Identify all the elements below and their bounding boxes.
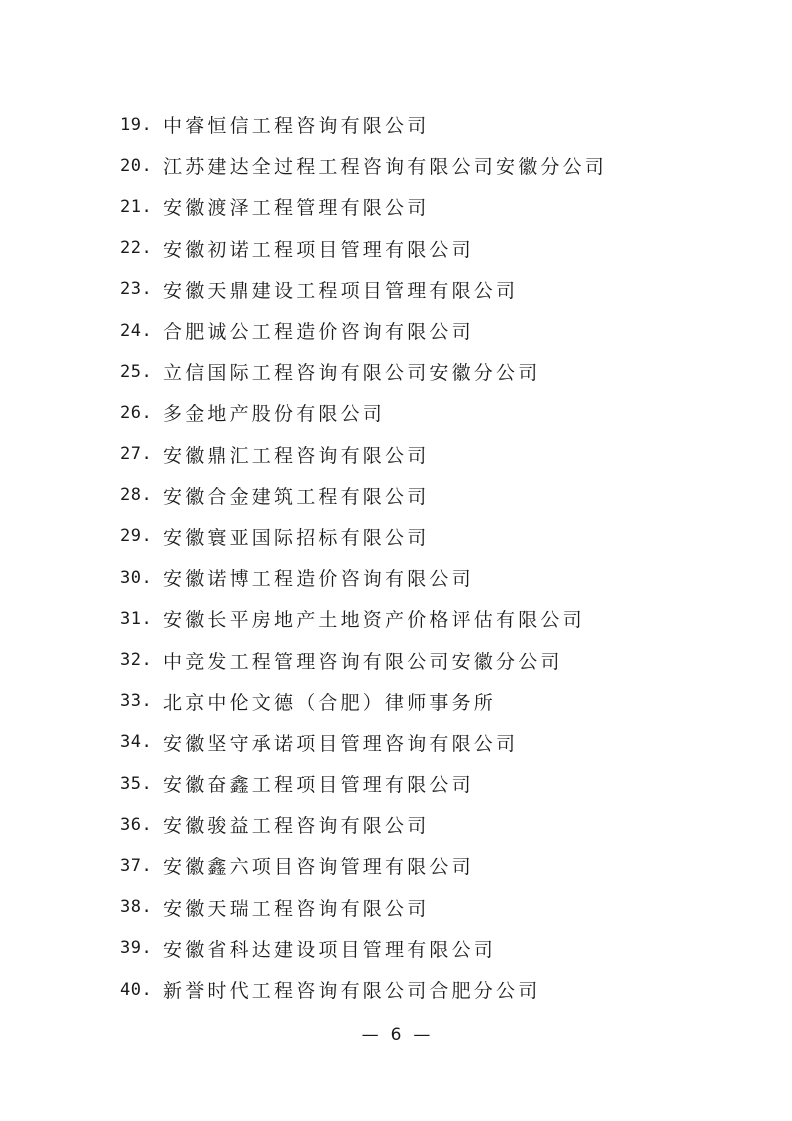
list-item xyxy=(120,928,607,969)
item-number: 27. xyxy=(120,444,153,465)
item-number: 39. xyxy=(120,938,153,959)
item-number: 25. xyxy=(120,361,153,382)
company-name: 立信国际工程咨询有限公司安徽分公司 xyxy=(163,362,541,385)
company-name: 多金地产股份有限公司 xyxy=(163,403,386,426)
company-name: 安徽鼎汇工程咨询有限公司 xyxy=(163,444,430,467)
item-number: 36. xyxy=(120,814,153,835)
list-item xyxy=(120,145,607,186)
item-number: 32. xyxy=(120,650,153,671)
item-number: 34. xyxy=(120,732,153,753)
company-name: 安徽天鼎建设工程项目管理有限公司 xyxy=(163,279,519,302)
item-number: 37. xyxy=(120,855,153,876)
list-item xyxy=(120,804,607,845)
list-item xyxy=(120,557,607,598)
company-list xyxy=(120,104,607,1010)
footer-dash-right: — xyxy=(413,1025,431,1045)
company-name: 安徽寰亚国际招标有限公司 xyxy=(163,526,430,549)
item-number: 30. xyxy=(120,567,153,588)
footer-dash-left: — xyxy=(361,1025,379,1045)
item-number: 28. xyxy=(120,485,153,506)
company-name: 安徽渡泽工程管理有限公司 xyxy=(163,197,430,220)
company-name: 合肥诚公工程造价咨询有限公司 xyxy=(163,321,474,344)
company-name: 安徽长平房地产土地资产价格评估有限公司 xyxy=(163,609,585,632)
company-name: 安徽鑫六项目咨询管理有限公司 xyxy=(163,856,474,879)
list-item xyxy=(120,763,607,804)
item-number: 38. xyxy=(120,897,153,918)
list-item xyxy=(120,598,607,639)
list-item xyxy=(120,969,607,1010)
item-number: 40. xyxy=(120,979,153,1000)
item-number: 35. xyxy=(120,773,153,794)
company-name: 北京中伦文德（合肥）律师事务所 xyxy=(163,691,497,714)
company-name: 安徽坚守承诺项目管理咨询有限公司 xyxy=(163,732,519,755)
item-number: 31. xyxy=(120,608,153,629)
item-number: 29. xyxy=(120,526,153,547)
company-name: 安徽初诺工程项目管理有限公司 xyxy=(163,238,474,261)
list-item xyxy=(120,639,607,680)
list-item xyxy=(120,475,607,516)
item-number: 20. xyxy=(120,155,153,176)
list-item xyxy=(120,310,607,351)
item-number: 33. xyxy=(120,691,153,712)
list-item xyxy=(120,516,607,557)
list-item xyxy=(120,681,607,722)
company-name: 安徽奋鑫工程项目管理有限公司 xyxy=(163,774,474,797)
page-number: 6 xyxy=(390,1025,402,1045)
list-item xyxy=(120,434,607,475)
company-name: 安徽骏益工程咨询有限公司 xyxy=(163,815,430,838)
item-number: 23. xyxy=(120,279,153,300)
page-footer xyxy=(0,1025,792,1045)
company-name: 中睿恒信工程咨询有限公司 xyxy=(163,115,430,138)
company-name: 新誉时代工程咨询有限公司合肥分公司 xyxy=(163,980,541,1003)
list-item xyxy=(120,104,607,145)
item-number: 24. xyxy=(120,320,153,341)
company-name: 江苏建达全过程工程咨询有限公司安徽分公司 xyxy=(163,156,608,179)
list-item xyxy=(120,186,607,227)
company-name: 安徽天瑞工程咨询有限公司 xyxy=(163,897,430,920)
company-name: 安徽诺博工程造价咨询有限公司 xyxy=(163,568,474,591)
list-item xyxy=(120,887,607,928)
company-name: 中竞发工程管理咨询有限公司安徽分公司 xyxy=(163,650,563,673)
item-number: 26. xyxy=(120,402,153,423)
item-number: 22. xyxy=(120,238,153,259)
company-name: 安徽省科达建设项目管理有限公司 xyxy=(163,938,497,961)
item-number: 21. xyxy=(120,196,153,217)
list-item xyxy=(120,228,607,269)
list-item xyxy=(120,722,607,763)
list-item xyxy=(120,392,607,433)
company-name: 安徽合金建筑工程有限公司 xyxy=(163,485,430,508)
list-item xyxy=(120,269,607,310)
item-number: 19. xyxy=(120,114,153,135)
list-item xyxy=(120,845,607,886)
list-item xyxy=(120,351,607,392)
